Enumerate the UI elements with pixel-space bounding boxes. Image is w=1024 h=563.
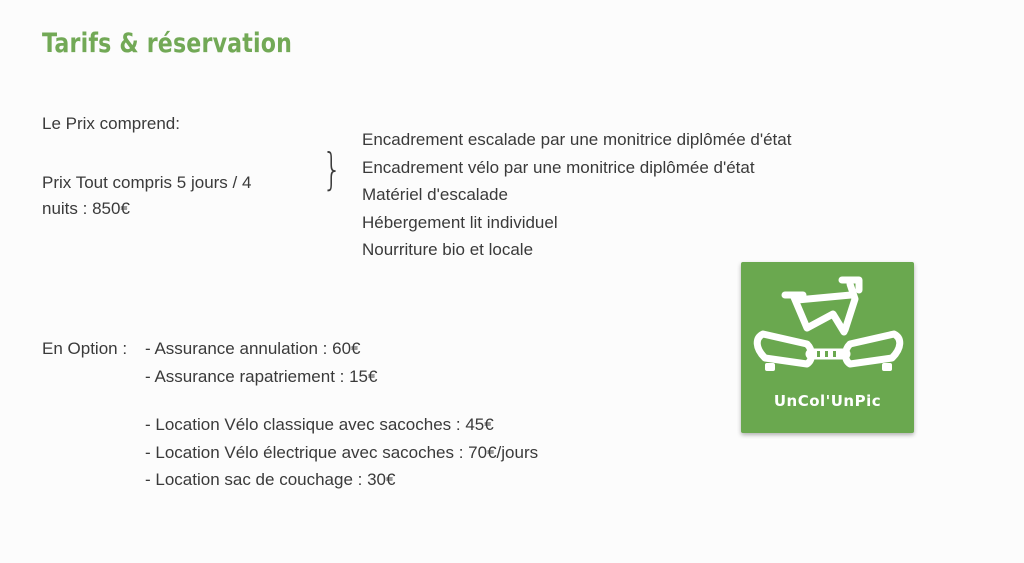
brace-icon: } [322,144,342,195]
page-title: Tarifs & réservation [42,28,293,59]
logo [741,262,914,433]
list-item: - Assurance annulation : 60€ [145,339,361,358]
includes-list [362,126,791,264]
includes-heading: Le Prix comprend: [42,114,180,133]
list-item: - Location Vélo classique avec sacoches : 45€ [145,415,494,434]
options-label: En Option : [42,339,128,358]
logo-text: UnCol'UnPic [773,392,882,410]
list-item: Hébergement lit individuel [362,212,558,232]
list-item: - Location sac de couchage : 30€ [145,470,396,489]
list-item: Encadrement escalade par une monitrice diplômée d'état [362,130,792,149]
list-item: - Location Vélo électrique avec sacoches : 70€/jours [145,442,539,462]
list-item: Nourriture bio et locale [362,240,534,259]
options-list-insurance [145,335,377,390]
list-item: - Assurance rapatriement : 15€ [145,366,378,386]
price-label: Prix Tout compris 5 jours / 4 nuits : 850€ [42,173,252,218]
options-list-rentals [145,411,538,494]
list-item: Encadrement vélo par une monitrice diplômée d'état [362,157,755,177]
list-item: Matériel d'escalade [362,185,508,204]
